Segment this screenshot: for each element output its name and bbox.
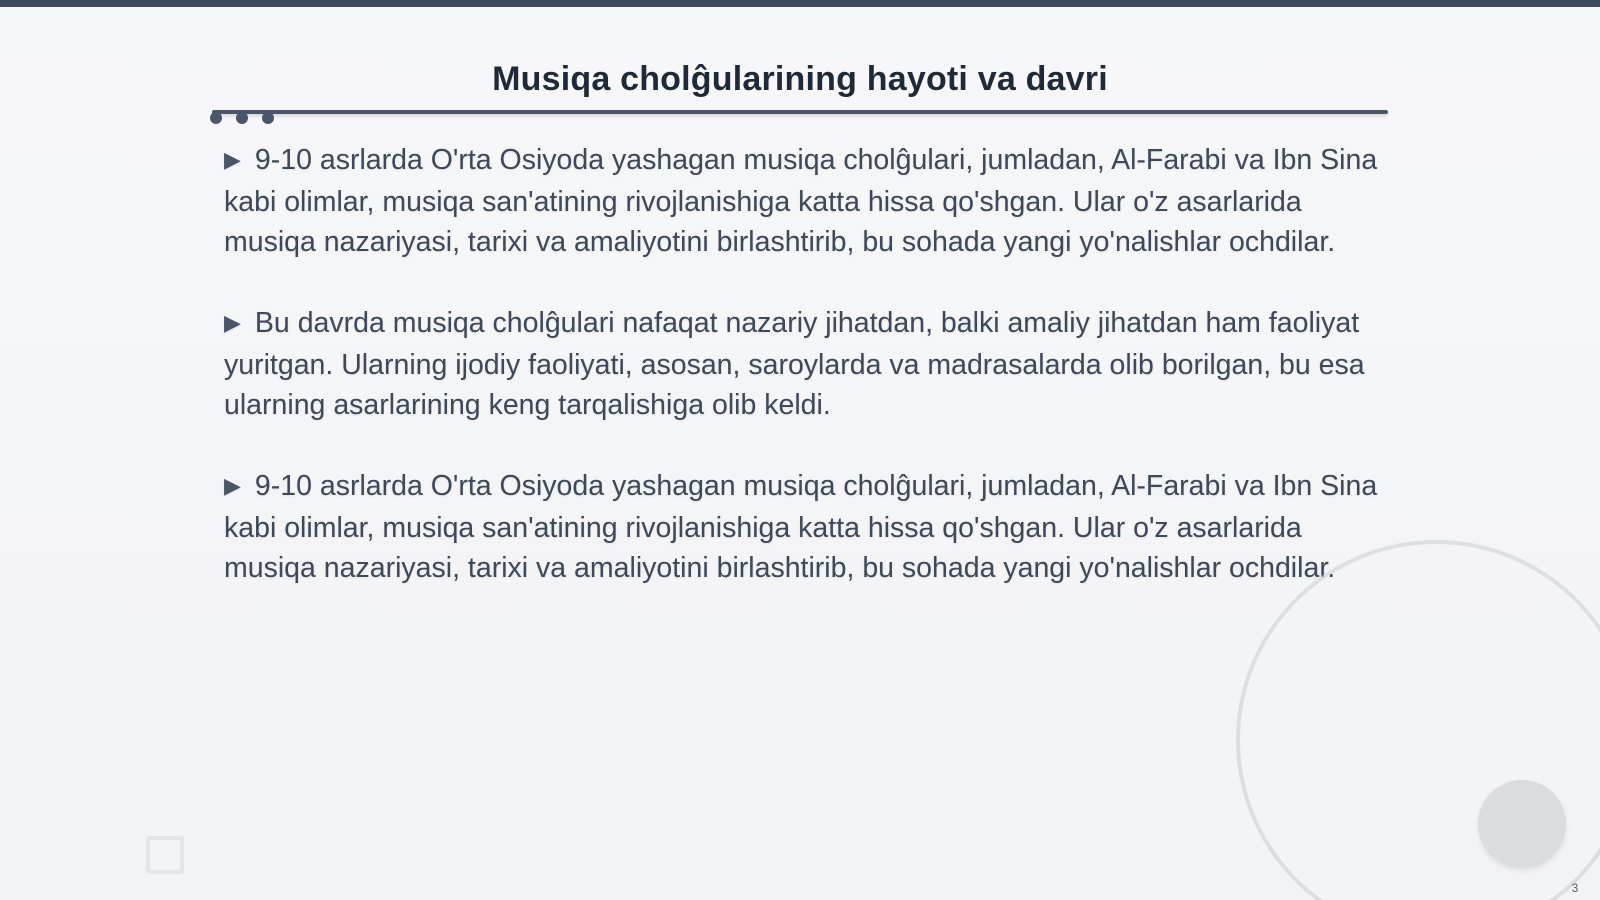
bullet-text: 9-10 asrlarda O'rta Osiyoda yashagan musiqa cholĝulari, jumladan, Al-Farabi va Ibn Sina kabi olimlar, musiqa san'atining rivojlanishiga katta hissa qo'shgan. Ular o'z asarlarida musiqa nazariyasi, tarixi va amaliyotini birlashtirib, bu sohada yangi yo'nalishlar ochdilar. — [224, 144, 1378, 258]
bullet-list — [224, 140, 1384, 629]
top-accent-bar — [0, 0, 1600, 7]
underline-dot — [236, 112, 248, 124]
underline-dot — [262, 112, 274, 124]
bullet-arrow-icon: ▶ — [224, 473, 241, 498]
underline-dot — [210, 112, 222, 124]
bullet-item — [224, 466, 1384, 588]
bullet-item — [224, 303, 1384, 425]
slide-title: Musiqa cholĝularining hayoti va davri — [492, 60, 1108, 98]
slide-number: 3 — [1571, 881, 1579, 895]
decorative-square — [146, 836, 184, 874]
bullet-item — [224, 140, 1384, 262]
title-underline — [212, 110, 1388, 114]
bullet-arrow-icon: ▶ — [224, 147, 241, 172]
bullet-text: 9-10 asrlarda O'rta Osiyoda yashagan musiqa cholĝulari, jumladan, Al-Farabi va Ibn Sina kabi olimlar, musiqa san'atining rivojlanishiga katta hissa qo'shgan. Ular o'z asarlarida musiqa nazariyasi, tarixi va amaliyotini birlashtirib, bu sohada yangi yo'nalishlar ochdilar. — [224, 470, 1378, 584]
bullet-arrow-icon: ▶ — [224, 310, 241, 335]
decorative-disc — [1478, 780, 1566, 868]
bullet-text: Bu davrda musiqa cholĝulari nafaqat nazariy jihatdan, balki amaliy jihatdan ham faoliyat yuritgan. Ularning ijodiy faoliyati, asosan, saroylarda va madrasalarda olib borilgan, bu esa ularning asarlarining keng tarqalishiga olib keldi. — [224, 307, 1365, 421]
